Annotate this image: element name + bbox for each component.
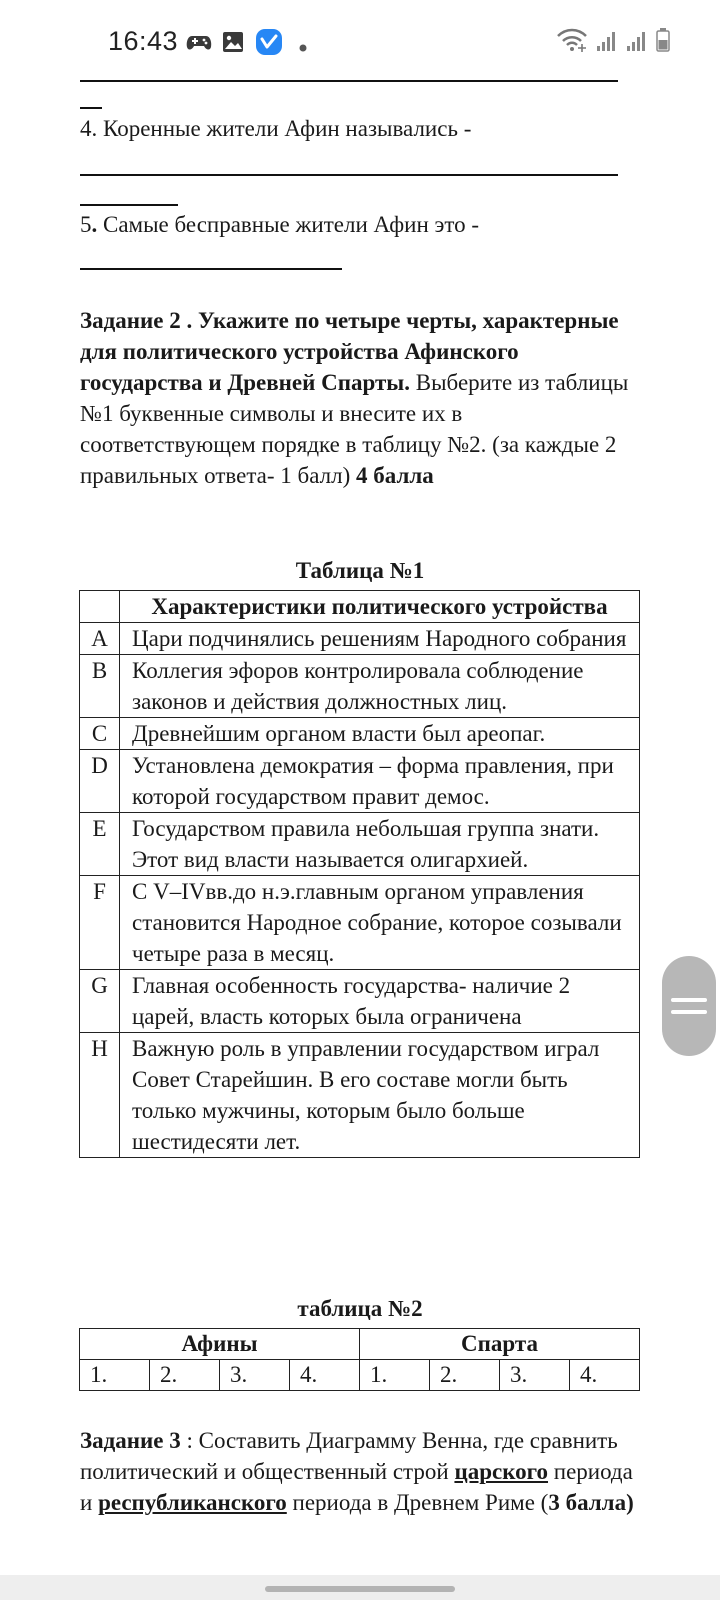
answer-blank-line [80, 204, 178, 206]
gamepad-icon [186, 32, 212, 57]
table-row [80, 876, 640, 970]
table-row [80, 970, 640, 1033]
handle-line [671, 998, 707, 1002]
image-icon [222, 31, 244, 58]
status-bar [0, 0, 720, 80]
row-letter: H [80, 1033, 120, 1158]
table-header: Характеристики политического устройства [120, 591, 640, 623]
signal-icon [626, 30, 648, 57]
row-text: Государством правила небольшая группа знати. Этот вид власти называется олигархией. [120, 813, 640, 876]
answer-blank-line [80, 268, 342, 270]
row-text: Главная особенность государства- наличие 2 царей, власть которых была ограничена [120, 970, 640, 1033]
answer-blank-line [80, 107, 102, 109]
answer-blank-line [80, 80, 618, 82]
row-letter: G [80, 970, 120, 1033]
athens-header: Афины [80, 1329, 360, 1360]
task-3: Задание 3 : Составить Диаграмму Венна, где сравнить политический и общественный строй царского периода и республиканского периода в Древнем Риме (3 балла) [80, 1428, 634, 1515]
status-right-icons [556, 28, 670, 57]
row-letter: E [80, 813, 120, 876]
row-letter: D [80, 750, 120, 813]
table-1 [79, 590, 640, 1158]
battery-icon [656, 28, 670, 57]
row-letter: C [80, 718, 120, 750]
wifi-icon [556, 28, 588, 57]
home-gesture-bar[interactable] [265, 1586, 455, 1592]
row-letter: B [80, 655, 120, 718]
table-2 [79, 1328, 640, 1391]
table-row [80, 718, 640, 750]
answer-cell[interactable]: 3. [500, 1360, 570, 1391]
table-row [80, 1329, 640, 1360]
answer-blank-line [80, 174, 618, 176]
answer-cell[interactable]: 4. [570, 1360, 640, 1391]
row-letter: F [80, 876, 120, 970]
answer-cell[interactable]: 1. [360, 1360, 430, 1391]
row-text: Коллегия эфоров контролировала соблюдение законов и действия должностных лиц. [120, 655, 640, 718]
vk-icon [256, 29, 282, 60]
table-row [80, 655, 640, 718]
table-row [80, 813, 640, 876]
table-row [80, 1033, 640, 1158]
answer-cell[interactable]: 2. [430, 1360, 500, 1391]
row-letter: A [80, 623, 120, 655]
row-text: Цари подчинялись решениям Народного собрания [120, 623, 640, 655]
answer-cell[interactable]: 2. [150, 1360, 220, 1391]
table-row [80, 623, 640, 655]
row-text: Древнейшим органом власти был ареопаг. [120, 718, 640, 750]
table-2-caption: таблица №2 [297, 1296, 423, 1321]
handle-line [671, 1010, 707, 1014]
answer-cell[interactable]: 4. [290, 1360, 360, 1391]
table-header-empty [80, 591, 120, 623]
scroll-handle[interactable] [662, 956, 716, 1056]
table-row [80, 1360, 640, 1391]
dot-icon [299, 39, 307, 57]
question-5: 5. Самые бесправные жители Афин это - [80, 212, 480, 237]
answer-cell[interactable]: 1. [80, 1360, 150, 1391]
signal-icon [596, 30, 618, 57]
task-2: Задание 2 . Укажите по четыре черты, характерные для политического устройства Афинского государства и Древней Спарты. Выберите из таблицы №1 буквенные символы и внесите их в соответствующем порядке в таблицу №2. (за каждые 2 правильных ответа- 1 балл) 4 балла [80, 308, 629, 488]
row-text: Важную роль в управлении государством играл Совет Старейшин. В его составе могли быть только мужчины, которым было больше шестидесяти лет. [120, 1033, 640, 1158]
sparta-header: Спарта [360, 1329, 640, 1360]
question-4: 4. Коренные жители Афин назывались - [80, 116, 472, 141]
answer-cell[interactable]: 3. [220, 1360, 290, 1391]
row-text: Установлена демократия – форма правления, при которой государством правит демос. [120, 750, 640, 813]
row-text: С V–IVвв.до н.э.главным органом управления становится Народное собрание, которое созывали четыре раза в месяц. [120, 876, 640, 970]
table-1-caption: Таблица №1 [295, 558, 425, 583]
table-row [80, 750, 640, 813]
status-time: 16:43 [108, 26, 179, 56]
table-row [80, 591, 640, 623]
